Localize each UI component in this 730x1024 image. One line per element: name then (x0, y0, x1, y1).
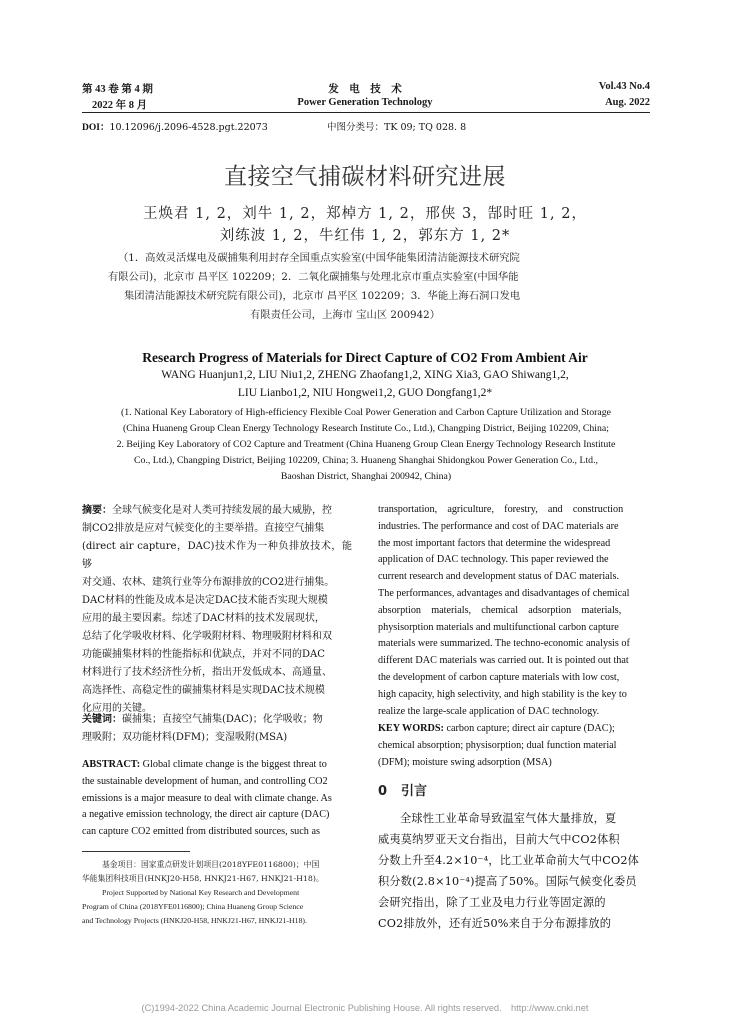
abstract-en-left (82, 757, 352, 841)
affiliation-cn (108, 249, 648, 325)
abstract-en-line: emissions is a major measure to deal with climate change. As (82, 792, 332, 804)
affiliation-cn-line: 有限责任公司，上海市 宝山区 200942） (250, 309, 441, 321)
abstract-en-line: can capture CO2 emitted from distributed sources, such as (82, 826, 320, 838)
journal-name-cn: 发 电 技 术 (328, 84, 402, 95)
authors-cn-1: 王焕君 1, 2，刘牛 1, 2，郑棹方 1, 2，邢侠 3，郜时旺 1, 2， (143, 206, 587, 222)
affiliation-en-line: (1. National Key Laboratory of High-efficiency Flexible Coal Power Generation and Carbon Capture Utilization and Storage (120, 407, 612, 418)
footnote-rule (82, 851, 190, 852)
intro-line: 全球性工业革命导致温室气体大量排放，夏 (400, 812, 617, 825)
abstract-en-line: different DAC materials was carried out. It is pointed out that (378, 655, 629, 667)
keywords-cn-label: 关键词： (82, 714, 122, 725)
abstract-cn-line: 对交通、农林、建筑行业等分布源排放的CO2进行捕集。 (82, 577, 335, 588)
abstract-cn-label: 摘要： (82, 505, 112, 516)
intro-line: 分数上升至4.2×10⁻⁴，比工业革命前大气中CO2体 (378, 854, 640, 867)
footnote-line: Program of China (2018YFE0116800); China Huaneng Group Science (82, 902, 304, 911)
doi-line (82, 119, 268, 133)
keywords-en-line: chemical absorption; physisorption; dual function material (378, 739, 617, 751)
affiliation-en-line: (China Huaneng Group Clean Energy Technology Research Institute Co., Ltd.), Changping District, Beijing 102209, China; (123, 423, 609, 434)
footnote-line: 基金项目：国家重点研发计划项目(2018YFE0116800)；中国 (102, 860, 320, 869)
date-cn: 2022 年 8 月 (92, 100, 148, 111)
footnote (82, 858, 352, 928)
intro-line: 威夷莫纳罗亚天文台指出，目前大气中CO2体积 (378, 833, 620, 846)
affiliation-cn-line: 有限公司)，北京市 昌平区 102209；2．二氧化碳捕集与处理北京市重点实验室(中国华能 (108, 271, 519, 283)
abstract-cn-line: 总结了化学吸收材料、化学吸附材料、物理吸附材料和双 (82, 631, 332, 642)
class-label: 中图分类号： (327, 122, 385, 133)
footnote-line: and Technology Projects (HNKJ20-H58, HNKJ21-H67, HNKJ21-H18). (82, 916, 307, 925)
abstract-en-right (378, 502, 650, 720)
intro-line: 积分数(2.8×10⁻⁴)提高了50%。国际气候变化委员 (378, 875, 637, 888)
abstract-cn-line: 功能碳捕集材料的性能指标和优缺点，并对不同的DAC (82, 649, 325, 660)
class-value: TK 09; TQ 028. 8 (384, 122, 467, 133)
keywords-en-line: carbon capture; direct air capture (DAC); (446, 723, 615, 734)
abstract-cn-line: 全球气候变化是对人类可持续发展的最大威胁，控 (112, 505, 332, 516)
abstract-en-line: transportation, agriculture, forestry, and construction (378, 504, 624, 515)
intro-paragraph (378, 808, 650, 934)
abstract-en-line: the sustainable development of human, and controlling CO2 (82, 775, 328, 787)
volume-en: Vol.43 No.4 (598, 81, 650, 92)
affiliation-en (82, 405, 650, 485)
classification (327, 119, 466, 133)
keywords-cn (82, 711, 352, 747)
intro-line: CO2排放外，还有近50%来自于分布源排放的 (378, 917, 612, 930)
affiliation-en-line: Co., Ltd.), Changping District, Beijing 102209, China; 3. Huaneng Shanghai Shidongkou Power Generation Co., Ltd., (134, 455, 598, 466)
abstract-en-line: high capacity, high selectivity, and high stability is the key to (378, 688, 627, 700)
journal-name-en: Power Generation Technology (297, 97, 433, 108)
doi-label: DOI： (82, 123, 110, 133)
header-rule (82, 112, 650, 113)
abstract-cn-line: 应用的最主要因素。综述了DAC材料的技术发展现状， (82, 613, 325, 624)
abstract-en-line: the most important factors that determine the widespread (378, 537, 611, 549)
affiliation-en-line: Baoshan District, Shanghai 200942, China) (280, 471, 452, 482)
authors-cn-2: 刘练波 1, 2，牛红伟 1, 2，郭东方 1, 2* (219, 228, 511, 244)
date-en: Aug. 2022 (605, 97, 650, 108)
abstract-en-line: absorption materials, chemical adsorption materials, (378, 604, 622, 616)
abstract-cn-line: (direct air capture，DAC)技术作为一种负排放技术，能够 (82, 541, 352, 570)
section-number: 0 (378, 784, 388, 799)
keywords-cn-line: 碳捕集；直接空气捕集(DAC)；化学吸收；物 (122, 714, 323, 725)
doi-value[interactable]: 10.12096/j.2096-4528.pgt.22073 (109, 122, 268, 133)
section-heading (378, 780, 427, 799)
abstract-cn-line: DAC材料的性能及成本是决定DAC技术能否实现大规模 (82, 595, 328, 606)
abstract-en-line: industries. The performance and cost of DAC materials are (378, 520, 619, 532)
affiliation-en-line: 2. Beijing Key Laboratory of CO2 Capture and Treatment (China Huaneng Group Clean Energy Technology Research Institute (116, 439, 616, 450)
abstract-cn-line: 化应用的关键。 (82, 703, 152, 714)
abstract-en-line: a negative emission technology, the direct air capture (DAC) (82, 809, 330, 821)
abstract-cn-line: 高选择性、高稳定性的碳捕集材料是实现DAC技术规模 (82, 685, 325, 696)
keywords-cn-line: 理吸附；双功能材料(DFM)；变湿吸附(MSA) (82, 732, 288, 743)
affiliation-cn-line: 集团清洁能源技术研究院有限公司)，北京市 昌平区 102209；3．华能上海石洞口发电 (124, 290, 521, 302)
title-en: Research Progress of Materials for Direct Capture of CO2 From Ambient Air (142, 350, 588, 365)
authors-en-1: WANG Huanjun1,2, LIU Niu1,2, ZHENG Zhaofang1,2, XING Xia3, GAO Shiwang1,2, (161, 369, 569, 381)
affiliation-cn-line: （1．高效灵活煤电及碳捕集利用封存全国重点实验室(中国华能集团清洁能源技术研究院 (118, 252, 520, 264)
title-cn: 直接空气捕碳材料研究进展 (224, 164, 506, 190)
keywords-en-line: (DFM); moisture swing adsorption (MSA) (378, 756, 552, 768)
abstract-en-line: current research and development status of DAC materials. (378, 571, 620, 583)
abstract-cn-line: 材料进行了技术经济性分析，指出开发低成本、高通量、 (82, 667, 332, 678)
keywords-en-label: KEY WORDS: (378, 723, 444, 734)
authors-en-2: LIU Lianbo1,2, NIU Hongwei1,2, GUO Dongfang1,2* (237, 387, 493, 399)
section-title: 引言 (401, 784, 428, 799)
abstract-en-line: physisorption materials and multifunctional carbon capture (378, 621, 619, 633)
keywords-en (378, 721, 650, 771)
abstract-en-line: materials were summarized. The techno-economic analysis of (378, 638, 630, 650)
abstract-cn (82, 502, 352, 718)
abstract-en-label: ABSTRACT: (82, 759, 141, 770)
abstract-en-line: Global climate change is the biggest threat to (142, 759, 327, 770)
abstract-en-line: application of DAC technology. This paper reviewed the (378, 554, 609, 566)
copyright-notice: (C)1994-2022 China Academic Journal Electronic Publishing House. All rights reserved. http://www.cnki.net (141, 1003, 589, 1013)
abstract-en-line: realize the large-scale application of DAC technology. (378, 705, 600, 717)
abstract-cn-line: 制CO2排放是应对气候变化的主要举措。直接空气捕集 (82, 523, 325, 534)
abstract-en-line: the development of carbon capture materials with low cost, (378, 671, 620, 683)
volume-cn: 第 43 卷 第 4 期 (82, 84, 153, 95)
footnote-line: Project Supported by National Key Research and Development (102, 888, 300, 897)
intro-line: 会研究指出，除了工业及电力行业等固定源的 (378, 896, 606, 909)
footnote-line: 华能集团科技项目(HNKJ20-H58, HNKJ21-H67, HNKJ21-H18)。 (82, 874, 324, 883)
abstract-en-line: The performances, advantages and disadvantages of chemical (378, 587, 630, 599)
